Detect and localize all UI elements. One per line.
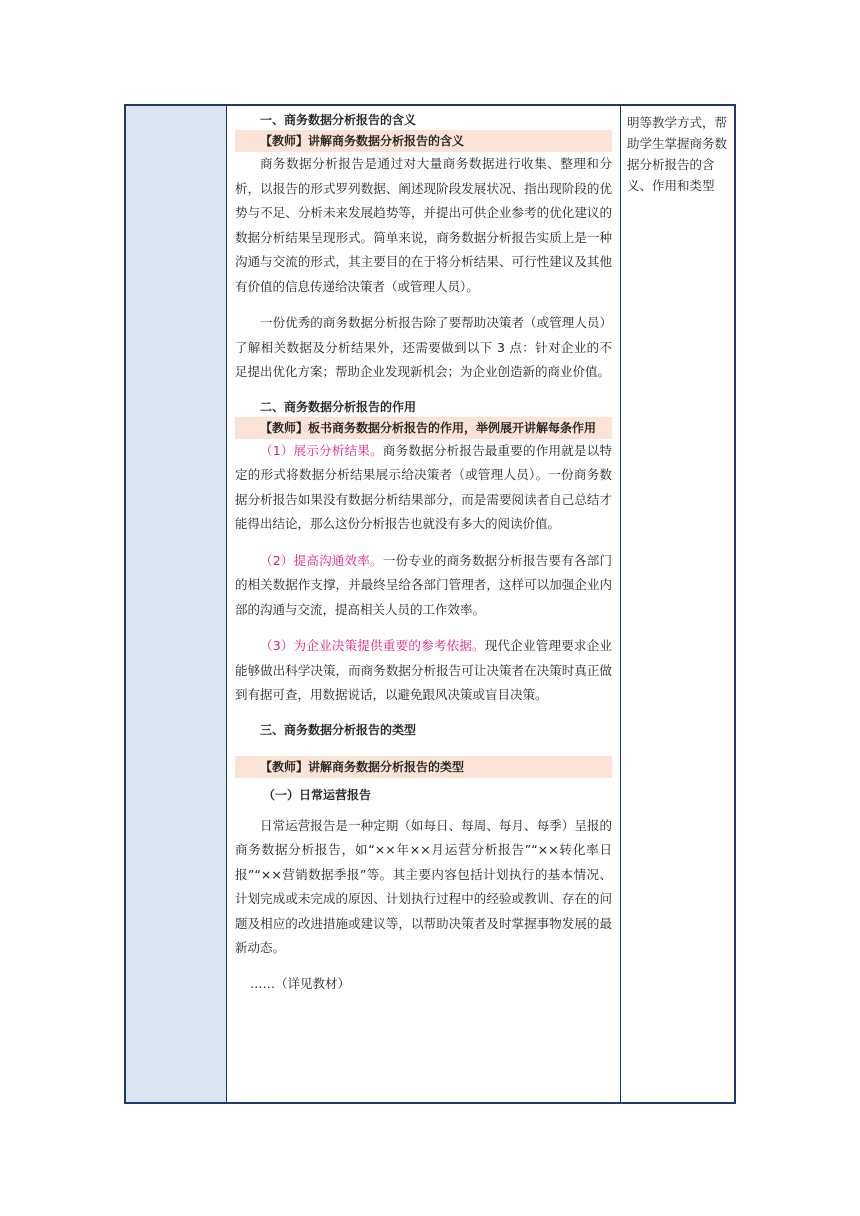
item-3-text: 现代企业管理要求企业能够做出科学决策，而商务数据分析报告可让决策者在决策时真正做到有据可查，用数据说话，以避免跟风决策或盲目决策。 <box>235 638 612 702</box>
item-1-text: 商务数据分析报告最重要的作用就是以特定的形式将数据分析结果展示给决策者（或管理人员）。一份商务数据分析报告如果没有数据分析结果部分，而是需要阅读者自己总结才能得出结论，那么这份分析报告也就没有多大的阅读价值。 <box>235 442 612 531</box>
lesson-table <box>124 104 736 1104</box>
right-cell-text: 明等教学方式，帮助学生掌握商务数据分析报告的含义、作用和类型 <box>627 115 728 193</box>
section2-teacher-note: 【教师】板书商务数据分析报告的作用，举例展开讲解每条作用 <box>235 417 612 439</box>
item-3-lead: （3）为企业决策提供重要的参考依据。 <box>260 638 485 653</box>
section3-para: 日常运营报告是一种定期（如每日、每周、每月、每季）呈报的商务数据分析报告，如“××年××月运营分析报告”“××转化率日报”“××营销数据季报”等。其主要内容包括计划执行的基本情况、计划完成或未完成的原因、计划执行过程中的经验或教训、存在的问题及相应的改进措施或建议等，以帮助决策者及时掌握事物发展的最新动态。 <box>235 817 612 955</box>
section2-heading: 二、商务数据分析报告的作用 <box>260 399 417 414</box>
section2-item-1 <box>235 439 612 537</box>
section1-para2: 一份优秀的商务数据分析报告除了要帮助决策者（或管理人员）了解相关数据及分析结果外，还需要做到以下 3 点：针对企业的不足提出优化方案；帮助企业发现新机会；为企业创造新的商业价值。 <box>235 315 612 379</box>
section1-teacher-note: 【教师】讲解商务数据分析报告的含义 <box>235 130 612 152</box>
right-column <box>621 106 734 1102</box>
section2-item-3 <box>235 634 612 708</box>
section2-item-2 <box>235 549 612 623</box>
section1-heading: 一、商务数据分析报告的含义 <box>260 113 417 127</box>
item-2-text: 一份专业的商务数据分析报告要有各部门的相关数据作支撑，并最终呈给各部门管理者，这样可以加强企业内部的沟通与交流，提高相关人员的工作效率。 <box>235 552 612 617</box>
section1-para1: 商务数据分析报告是通过对大量商务数据进行收集、整理和分析，以报告的形式罗列数据、阐述现阶段发展状况、指出现阶段的优势与不足、分析未来发展趋势等，并提出可供企业参考的优化建议的数据分析结果呈现形式。简单来说，商务数据分析报告实质上是一种沟通与交流的形式，其主要目的在于将分析结果、可行性建议及其他有价值的信息传递给决策者（或管理人员）。 <box>235 156 612 294</box>
item-2-lead: （2）提高沟通效率。 <box>260 552 383 568</box>
section3-heading: 三、商务数据分析报告的类型 <box>260 722 417 737</box>
section3-tail: ……（详见教材） <box>250 975 351 991</box>
left-column <box>126 106 227 1102</box>
section3-teacher-note: 【教师】讲解商务数据分析报告的类型 <box>235 756 612 778</box>
item-1-lead: （1）展示分析结果。 <box>260 442 383 458</box>
section3-sub-heading: （一）日常运营报告 <box>263 787 372 802</box>
content-column <box>227 106 621 1102</box>
